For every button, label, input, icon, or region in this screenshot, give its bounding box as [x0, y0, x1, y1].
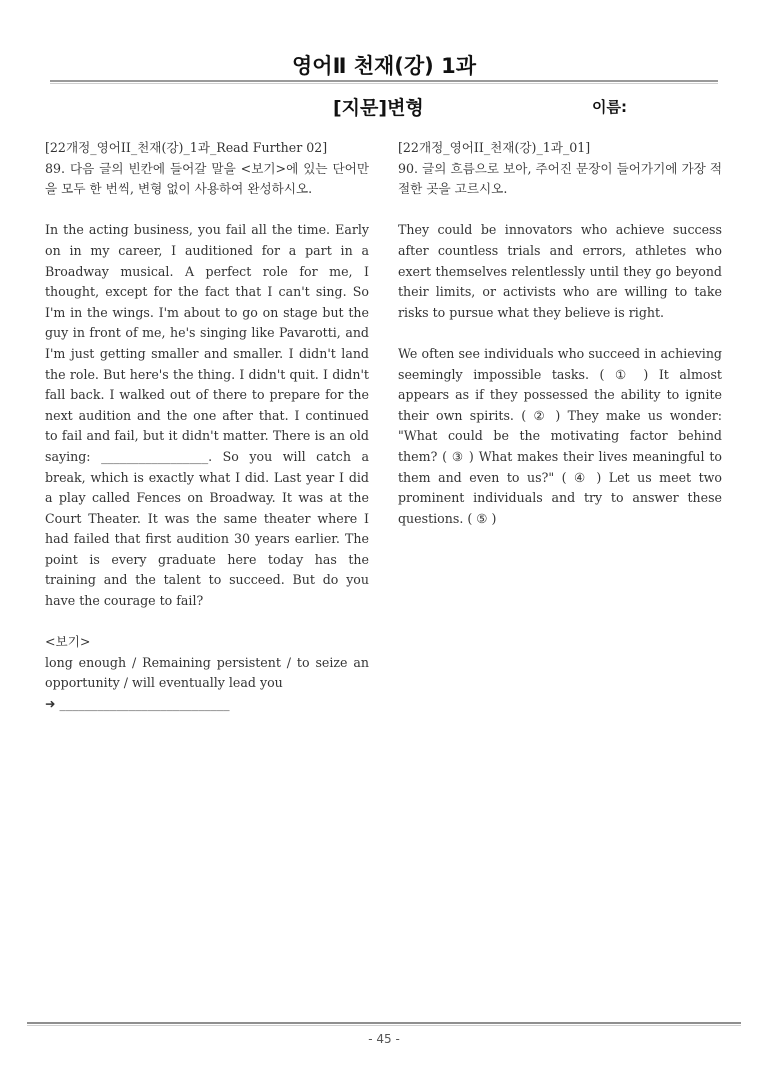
name-label: 이름:	[592, 98, 627, 116]
question-89-source: [22개정_영어II_천재(강)_1과_Read Further 02]	[45, 140, 328, 155]
question-89-prompt: 89. 다음 글의 빈칸에 들어갈 말을 <보기>에 있는 단어만을 모두 한 번씩, 변형 없이 사용하여 완성하시오.	[45, 160, 369, 197]
page-number: - 45 -	[368, 1032, 400, 1046]
question-90-passage: We often see individuals who succeed in achieving seemingly impossible tasks. ( ① ) It almost appears as if they possessed the ability to ignite their own spirits. ( ② ) They make us wonder: "What could be the motivating factor behind them? ( ③ ) What makes their lives meaningful to them and even to us?" ( ④ ) Let us meet two prominent individuals and try to answer these questions. ( ⑤ )	[398, 345, 722, 526]
page-title: 영어Ⅱ 천재(강) 1과	[292, 54, 476, 78]
right-column	[398, 138, 722, 529]
question-90-source: [22개정_영어II_천재(강)_1과_01]	[398, 140, 591, 155]
footer-divider	[27, 1022, 741, 1026]
word-box-words: long enough / Remaining persistent / to seize an opportunity / will eventually lead you	[45, 654, 369, 691]
given-sentence: They could be innovators who achieve success after countless trials and errors, athletes who exert themselves relentlessly until they go beyond their limits, or activists who are willing to take risks to pursue what they believe is right.	[398, 222, 722, 320]
answer-line: ➜ ___________________________	[45, 696, 230, 712]
question-89-passage: In the acting business, you fail all the time. Early on in my career, I auditioned for a part in a Broadway musical. A perfect role for me, I thought, except for the fact that I can't sing. So I'm in the wings. I'm about to go on stage but the guy in front of me, he's singing like Pavarotti, and I'm just getting smaller and smaller. I didn't land the role. But here's the thing. I didn't quit. I didn't fall back. I walked out of there to prepare for the next audition and the one after that. I continued to fail and fail, but it didn't matter. There is an old saying: _________________. So you will catch a break, which is exactly what I did. Last year I did a play called Fences on Broadway. It was at the Court Theater. It was the same theater where I had failed that first audition 30 years earlier. The point is every graduate here today has the training and the talent to succeed. But do you have the courage to fail?	[45, 222, 369, 609]
header-divider	[50, 80, 718, 84]
left-column	[45, 138, 369, 715]
worksheet-subtitle: [지문]변형	[333, 97, 424, 119]
question-90-prompt: 90. 글의 흐름으로 보아, 주어진 문장이 들어가기에 가장 적절한 곳을 고르시오.	[398, 160, 722, 197]
word-box-label: <보기>	[45, 634, 91, 650]
